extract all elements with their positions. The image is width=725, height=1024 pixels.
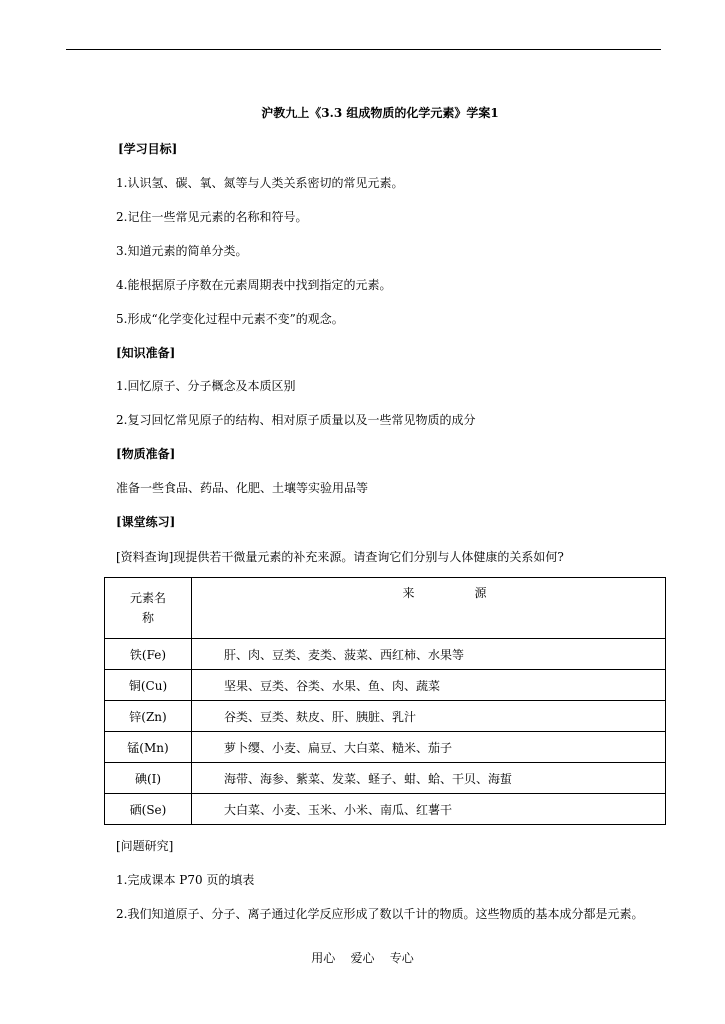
goal-item: 3.知道元素的简单分类。 xyxy=(116,244,248,258)
table-row xyxy=(105,670,666,701)
knowledge-heading: [知识准备] xyxy=(116,346,176,360)
source-cell: 坚果、豆类、谷类、水果、鱼、肉、蔬菜 xyxy=(192,670,666,701)
goal-item: 1.认识氢、碳、氧、氮等与人类关系密切的常见元素。 xyxy=(116,176,404,190)
header-rule xyxy=(66,49,661,50)
goal-item: 4.能根据原子序数在元素周期表中找到指定的元素。 xyxy=(116,278,392,292)
table-row xyxy=(105,701,666,732)
practice-intro: [资料查询]现提供若干微量元素的补充来源。请查询它们分别与人体健康的关系如何? xyxy=(116,550,564,564)
element-cell: 铁(Fe) xyxy=(105,639,192,670)
research-item: 1.完成课本 P70 页的填表 xyxy=(116,873,255,887)
table-row xyxy=(105,639,666,670)
header-source-char1: 来 xyxy=(402,586,415,600)
element-cell: 锰(Mn) xyxy=(105,732,192,763)
element-cell: 硒(Se) xyxy=(105,794,192,825)
knowledge-item: 2.复习回忆常见原子的结构、相对原子质量以及一些常见物质的成分 xyxy=(116,413,476,427)
source-cell: 肝、肉、豆类、麦类、菠菜、西红柿、水果等 xyxy=(192,639,666,670)
material-text: 准备一些食品、药品、化肥、土壤等实验用品等 xyxy=(116,481,369,495)
element-source-table xyxy=(104,577,666,825)
header-element-line1: 元素名 xyxy=(129,591,166,605)
goal-item: 2.记住一些常见元素的名称和符号。 xyxy=(116,210,308,224)
source-cell: 谷类、豆类、麸皮、肝、胰脏、乳汁 xyxy=(192,701,666,732)
research-item: 2.我们知道原子、分子、离子通过化学反应形成了数以千计的物质。这些物质的基本成分都是元素。 xyxy=(116,907,644,921)
element-cell: 锌(Zn) xyxy=(105,701,192,732)
goals-heading: [学习目标] xyxy=(118,142,178,156)
source-cell: 大白菜、小麦、玉米、小米、南瓜、红薯干 xyxy=(192,794,666,825)
table-row xyxy=(105,794,666,825)
header-source-char2: 源 xyxy=(474,586,487,600)
goal-item: 5.形成“化学变化过程中元素不变”的观念。 xyxy=(116,312,344,326)
knowledge-item: 1.回忆原子、分子概念及本质区别 xyxy=(116,379,296,393)
header-element-line2: 称 xyxy=(141,611,154,625)
table-row xyxy=(105,732,666,763)
page-footer: 用心 爱心 专心 xyxy=(311,951,414,965)
research-heading: [问题研究] xyxy=(116,839,174,853)
table-row xyxy=(105,763,666,794)
table-header-row xyxy=(105,578,666,639)
element-cell: 铜(Cu) xyxy=(105,670,192,701)
source-cell: 萝卜缨、小麦、扁豆、大白菜、糙米、茄子 xyxy=(192,732,666,763)
header-source-cell xyxy=(192,578,666,639)
header-source-wrap xyxy=(403,584,487,601)
element-cell: 碘(I) xyxy=(105,763,192,794)
source-cell: 海带、海参、紫菜、发菜、蛏子、蚶、蛤、干贝、海蜇 xyxy=(192,763,666,794)
header-element-cell xyxy=(105,578,192,639)
document-title: 沪教九上《3.3 组成物质的化学元素》学案1 xyxy=(261,106,499,120)
practice-heading: [课堂练习] xyxy=(116,515,176,529)
material-heading: [物质准备] xyxy=(116,447,176,461)
